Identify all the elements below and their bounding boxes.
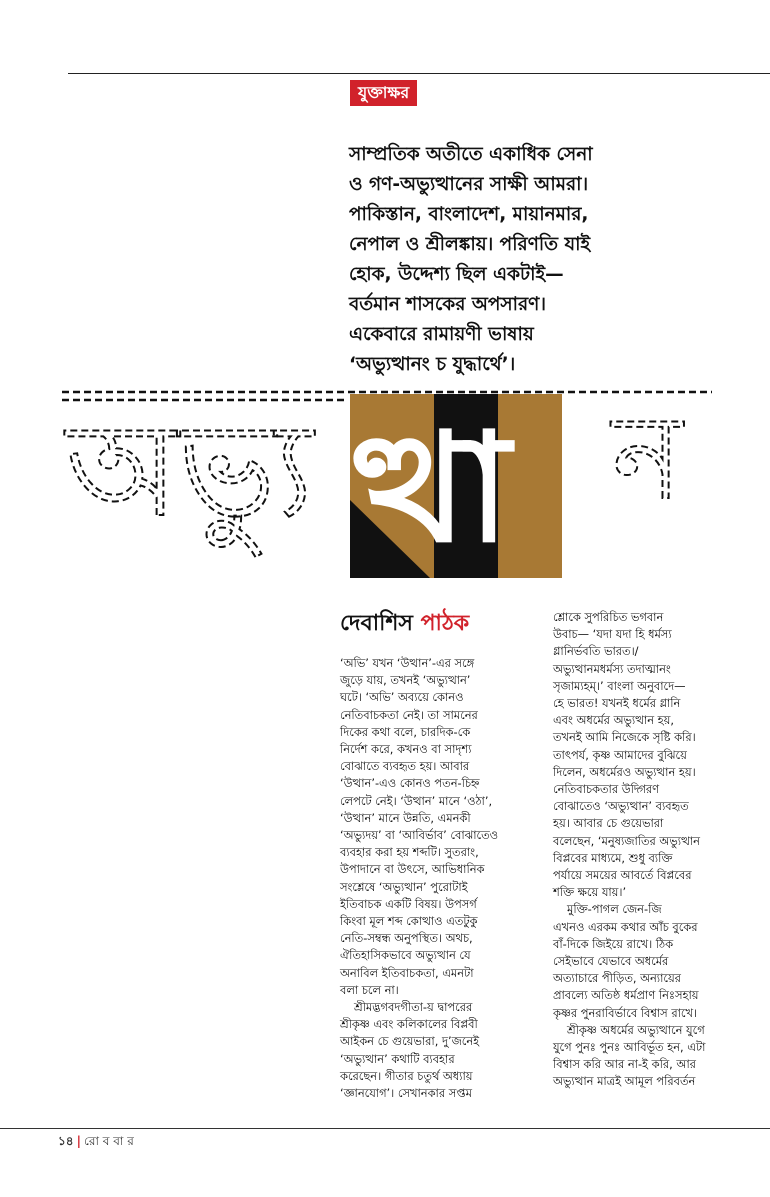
hero-core-glyph: ত্থা — [352, 402, 511, 576]
body-line: ঐতিহাসিকভাবে অভ্যুত্থান যে — [340, 948, 471, 963]
body-line: নেতিবাচকতা নেই। তা সামনের — [340, 707, 478, 722]
bottom-rule — [0, 1128, 770, 1129]
intro-line: পাকিস্তান, বাংলাদেশ, মায়ানমার, — [349, 204, 589, 225]
body-line: ইতিবাচক একটি বিষয়। উপসর্গ — [340, 896, 477, 911]
intro-line: সাম্প্রতিক অতীতে একাধিক সেনা — [349, 144, 593, 165]
body-line: শ্রীকৃষ্ণ এবং কলিকালের বিপ্লবী — [340, 1017, 478, 1032]
body-line: কৃষ্ণর পুনরাবির্ভাবে বিশ্বাস রাখে। — [553, 1005, 698, 1020]
body-line: ‘উত্থান’-এও কোনও পতন-চিহ্ন — [340, 776, 480, 791]
body-line: অত্যাচারে পীড়িত, অন্যায়ের — [553, 971, 681, 986]
hero-outline-right: ন — [612, 388, 683, 526]
section-tag: যুক্তাক্ষর — [350, 80, 417, 106]
hero-outline-left: অভ্যু — [66, 394, 314, 546]
body-line: এবং অধর্মের অভ্যুত্থান হয়, — [553, 713, 674, 728]
body-line: অভ্যুত্থান মাত্রই আমূল পরিবর্তন — [553, 1074, 696, 1089]
body-line: উবাচ— ‘যদা যদা হি ধর্মস্য — [553, 627, 672, 642]
body-line: বোঝাতে ব্যবহৃত হয়। আবার — [340, 759, 470, 774]
intro-line: বর্তমান শাসকের অপসারণ। — [349, 294, 546, 315]
top-rule — [68, 73, 770, 74]
body-line: ‘উত্থান’ মানে উন্নতি, এমনকী — [340, 810, 471, 825]
body-line: বোঝাতেও ‘অভ্যুত্থান’ ব্যবহৃত — [553, 799, 689, 814]
body-line: করেছেন। গীতার চতুর্থ অধ্যায় — [340, 1068, 473, 1083]
body-line: ব্যবহার করা হয় শব্দটি। সুতরাং, — [340, 845, 479, 860]
body-line: বিপ্লবের মাধ্যমে, শুধু ব্যক্তি — [553, 850, 673, 865]
body-column-right — [553, 609, 758, 1091]
body-line: শ্রীকৃষ্ণ অধর্মের অভ্যুত্থানে যুগে — [567, 1022, 705, 1037]
body-line: যুগে পুনঃ পুনঃ আবির্ভূত হন, এটা — [553, 1040, 706, 1055]
body-line: শ্লোকে সুপরিচিত ভগবান — [553, 610, 664, 624]
magazine-name: রো ব বা র — [83, 1134, 134, 1148]
intro-line: একেবারে রামায়ণী ভাষায় — [349, 324, 534, 345]
author-first-name: দেবাশিস — [340, 610, 413, 636]
body-line: তখনই আমি নিজেকে সৃষ্টি করি। — [553, 730, 696, 745]
body-line: নির্দেশ করে, কখনও বা সাদৃশ্য — [340, 742, 472, 757]
intro-line: নেপাল ও শ্রীলঙ্কায়। পরিণতি যাই — [349, 234, 591, 255]
intro-line: ও গণ-অভ্যুত্থানের সাক্ষী আমরা। — [349, 174, 589, 195]
body-line: বিশ্বাস করি আর না-ই করি, আর — [553, 1057, 696, 1072]
body-line: ‘অভ্যুত্থান’ কথাটি ব্যবহার — [340, 1051, 455, 1066]
body-line: কিংবা মূল শব্দ কোত্থাও এতটুকু — [340, 914, 478, 929]
body-line: আইকন চে গুয়েভারা, দু’জনেই — [340, 1034, 480, 1049]
intro-standfirst — [349, 140, 669, 380]
author-last-name: পাঠক — [420, 610, 470, 636]
author-byline — [340, 606, 469, 643]
body-line: পর্যায়ে সময়ের আবর্তে বিপ্লবের — [553, 868, 692, 883]
body-line: লেপটে নেই। ‘উত্থান’ মানে ‘ওঠা’, — [340, 793, 493, 808]
body-line: হে ভারত! যখনই ধর্মের গ্লানি — [553, 696, 681, 711]
body-line: সংশ্লেষে ‘অভ্যুত্থান’ পুরোটাই — [340, 879, 468, 894]
body-line: এখনও এরকম কথার আঁচ বুকের — [553, 919, 698, 934]
page-number: ১৪ — [58, 1134, 74, 1148]
body-line: ‘জ্ঞানযোগ’। সেখানকার সপ্তম — [340, 1086, 472, 1101]
body-line: ‘অভি’ যখন ‘উত্থান’-এর সঙ্গে — [340, 656, 475, 670]
body-line: ঘটে। ‘অভি’ অব্যয়ে কোনও — [340, 690, 464, 705]
footer-separator: | — [76, 1134, 81, 1148]
body-line: ‘অভ্যুদয়’ বা ‘আবির্ভাব’ বোঝাতেও — [340, 828, 499, 843]
page-footer — [58, 1133, 134, 1153]
body-column-left — [340, 655, 530, 1102]
body-line: দিকের কথা বলে, চারদিক-কে — [340, 724, 471, 739]
body-line: সৃজাম্যহম্‌।’ বাংলা অনুবাদে— — [553, 678, 686, 693]
body-line: জুড়ে যায়, তখনই ‘অভ্যুত্থান’ — [340, 673, 471, 688]
body-line: অভ্যুত্থানমধর্মস্য তদাত্মানং — [553, 661, 671, 676]
body-line: সেইভাবে যেভাবে অধর্মের — [553, 954, 669, 969]
body-line: অনাবিল ইতিবাচকতা, এমনটা — [340, 965, 474, 980]
body-line: মুক্তি-পাগল জেন-জি — [567, 902, 662, 917]
body-line: দিলেন, অধর্মেরও অভ্যুত্থান হয়। — [553, 764, 696, 779]
intro-line: ‘অভ্যুত্থানং চ যুদ্ধার্থে’। — [349, 354, 516, 375]
body-line: তাৎপর্য, কৃষ্ণ আমাদের বুঝিয়ে — [553, 747, 687, 762]
body-line: বলা চলে না। — [340, 982, 399, 997]
body-line: নেতিবাচকতার উদ্গিরণ — [553, 782, 660, 797]
body-line: গ্লানির্ভবতি ভারত।/ — [553, 644, 639, 659]
body-line: বাঁ-দিকে জিইয়ে রাখে। ঠিক — [553, 936, 674, 951]
body-line: বলেছেন, ‘মনুষ্যজাতির অভ্যুত্থান — [553, 833, 700, 848]
hero-word-graphic — [0, 380, 770, 590]
body-line: শ্রীমদ্ভগবদগীতা-য় দ্বাপরের — [354, 1000, 473, 1015]
body-line: শক্তি ক্ষয়ে যায়।’ — [553, 885, 627, 900]
body-line: প্রাবল্যে অতিষ্ঠ ধর্মপ্রাণ নিঃসহায় — [553, 988, 699, 1003]
body-line: নেতি-সম্বন্ধ অনুপস্থিত। অথচ, — [340, 931, 473, 946]
body-line: হয়। আবার চে গুয়েভারা — [553, 816, 664, 831]
intro-line: হোক, উদ্দেশ্য ছিল একটাই— — [349, 264, 564, 285]
body-line: উপাদানে বা উৎসে, আভিধানিক — [340, 862, 485, 877]
